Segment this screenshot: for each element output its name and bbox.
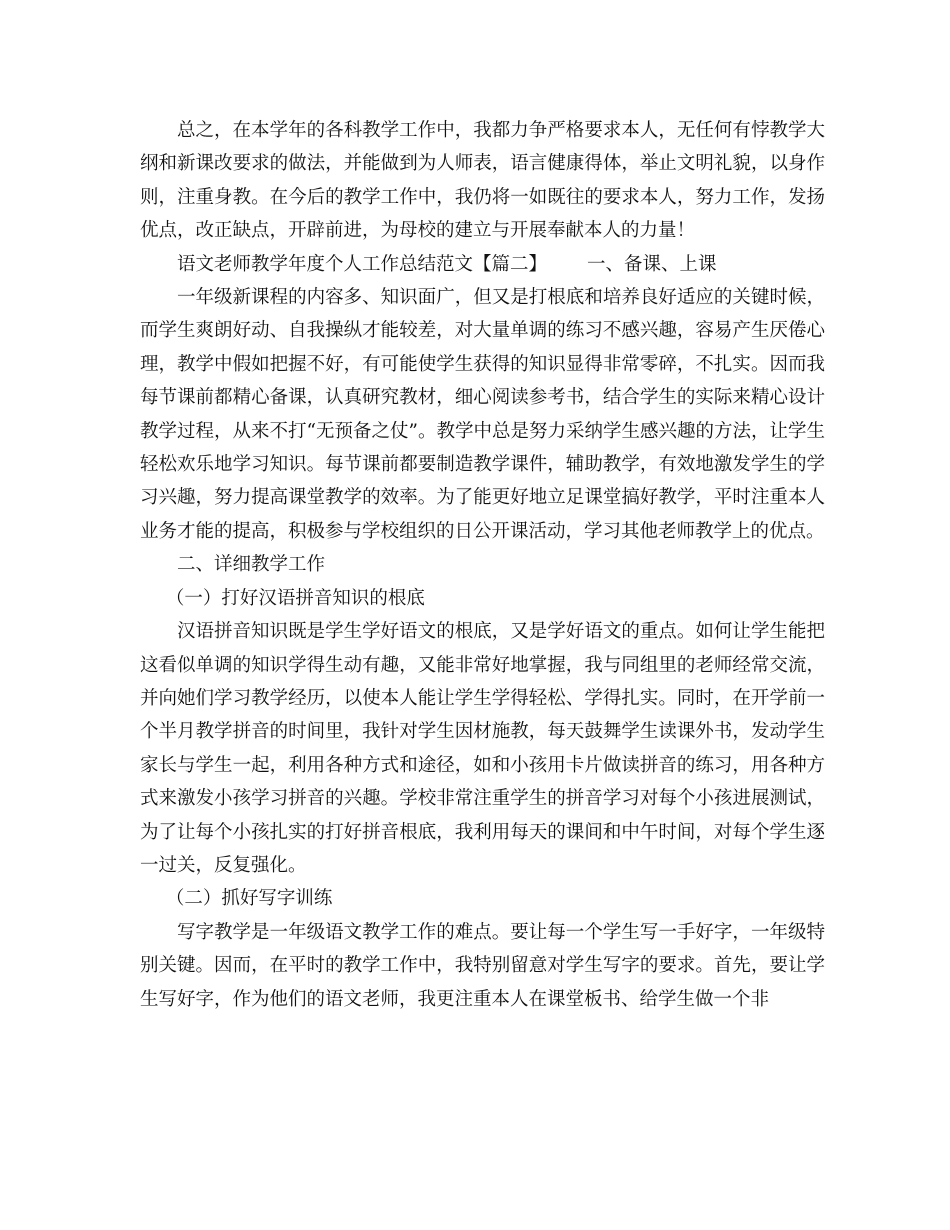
article-title: 语文老师教学年度个人工作总结范文【篇二】	[177, 253, 548, 275]
paragraph-writing: 写字教学是一年级语文教学工作的难点。要让每一个学生写一手好字，一年级特别关键。因而，在平时的教学工作中，我特别留意对学生写字的要求。首先，要让学生写好字，作为他们的语文老师，我更注重本人在课堂板书、给学生做一个非	[140, 921, 825, 1010]
article-heading-line	[140, 248, 825, 281]
paragraph-pinyin: 汉语拼音知识既是学生学好语文的根底，又是学好语文的重点。如何让学生能把这看似单调的知识学得生动有趣，又能非常好地掌握，我与同组里的老师经常交流，并向她们学习教学经历，以使本人能让学生学得轻松、学得扎实。同时，在开学前一个半月教学拼音的时间里，我针对学生因材施教，每天鼓舞学生读课外书，发动学生家长与学生一起，利用各种方式和途径，如和小孩用卡片做读拼音的练习，用各种方式来激发小孩学习拼音的兴趣。学校非常注重学生的拼音学习对每个小孩进展测试，为了让每个小孩扎实的打好拼音根底，我利用每天的课间和中午时间，对每个学生逐一过关，反复强化。	[140, 621, 825, 876]
section-heading-prep: 一、备课、上课	[587, 253, 717, 275]
section-heading-teaching: 二、详细教学工作	[177, 554, 326, 576]
paragraph-conclusion: 总之，在本学年的各科教学工作中，我都力争严格要求本人，无任何有悖教学大纲和新课改要求的做法，并能做到为人师表，语言健康得体，举止文明礼貌，以身作则，注重身教。在今后的教学工作中，我仍将一如既往的要求本人，努力工作，发扬优点，改正缺点，开辟前进，为母校的建立与开展奉献本人的力量！	[140, 120, 825, 242]
subheading-writing: （二）抓好写字训练	[165, 888, 333, 910]
document-body	[140, 114, 825, 1016]
subheading-pinyin: （一）打好汉语拼音知识的根底	[165, 587, 425, 609]
paragraph-lesson-prep: 一年级新课程的内容多、知识面广，但又是打根底和培养良好适应的关键时候，而学生爽朗好动、自我操纵才能较差，对大量单调的练习不感兴趣，容易产生厌倦心理，教学中假如把握不好，有可能使学生获得的知识显得非常零碎，不扎实。因而我每节课前都精心备课，认真研究教材，细心阅读参考书，结合学生的实际来精心设计教学过程，从来不打“无预备之仗”。教学中总是努力采纳学生感兴趣的方法，让学生轻松欢乐地学习知识。每节课前都要制造教学课件，辅助教学，有效地激发学生的学习兴趣，努力提高课堂教学的效率。为了能更好地立足课堂搞好教学，平时注重本人业务才能的提高，积极参与学校组织的日公开课活动，学习其他老师教学上的优点。	[140, 287, 825, 542]
